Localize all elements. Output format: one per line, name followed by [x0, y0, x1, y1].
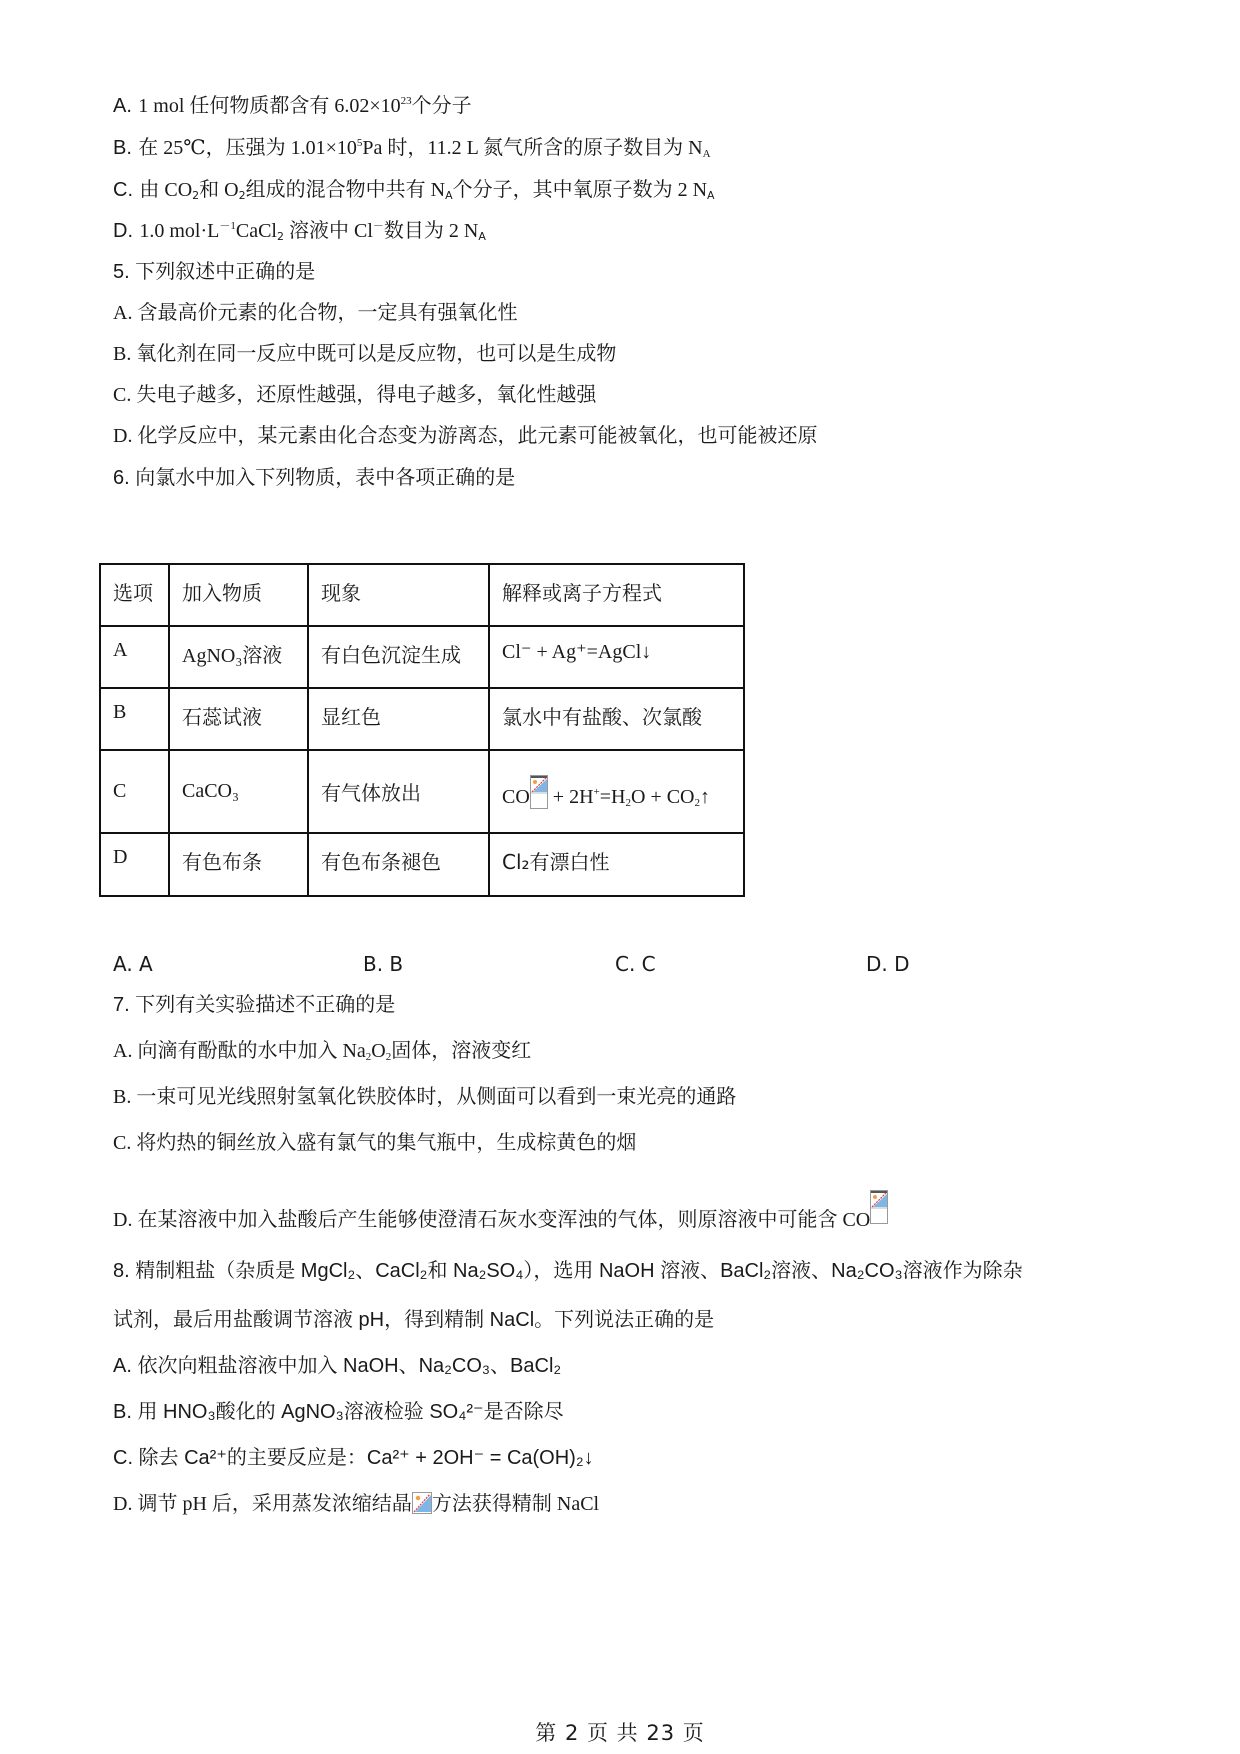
table-cell-explanation: CO + $2H^+=H_2O$ + $CO_2↑$ — [489, 750, 744, 833]
q8-stem-line1: 8. 精制粗盐（杂质是 MgCl₂、CaCl₂和 Na₂SO₄），选用 NaOH 溶液、BaCl₂溶液、Na₂CO₃溶液作为除杂 — [113, 1260, 1023, 1282]
option-text: 1.0 mol·L — [139, 220, 220, 242]
q5-stem: 5. 下列叙述中正确的是 — [113, 261, 316, 283]
q8-option-a: A. 依次向粗盐溶液中加入 NaOH、Na₂CO₃、BaCl₂ — [113, 1355, 562, 1377]
table-header: 选项 — [100, 564, 169, 626]
superscript: 23 — [400, 95, 412, 107]
option-text: 组成的混合物中共有 N — [245, 179, 446, 201]
table-cell-option: D — [100, 833, 169, 896]
table-row — [100, 833, 744, 896]
option-label: B. — [113, 137, 132, 159]
subscript: 2 — [192, 189, 200, 202]
option-text: 由 CO — [139, 179, 193, 201]
broken-image-icon — [412, 1492, 432, 1514]
option-text: 数目为 2 N — [383, 220, 479, 242]
q4-option-c — [113, 175, 715, 204]
table-header: 加入物质 — [169, 564, 308, 626]
option-text: D. 调节 pH 后，采用蒸发浓缩结晶 — [113, 1493, 412, 1515]
subscript: A — [702, 148, 711, 160]
q4-option-a — [113, 91, 472, 120]
option-text: 和 O — [199, 179, 239, 201]
q5-option-d: D. 化学反应中，某元素由化合态变为游离态，此元素可能被氧化，也可能被还原 — [113, 425, 818, 447]
table-header-row — [100, 564, 744, 626]
subscript: A — [707, 189, 715, 202]
q5-option-c: C. 失电子越多，还原性越强，得电子越多，氧化性越强 — [113, 384, 597, 406]
option-text: Pa 时，11.2 L 氮气所含的原子数目为 N — [362, 137, 703, 159]
table-cell-phenomenon: 有白色沉淀生成 — [308, 626, 489, 688]
choice-d: D. D — [866, 952, 910, 976]
superscript: 5 — [356, 137, 363, 149]
table-cell-explanation: 氯水中有盐酸、次氯酸 — [489, 688, 744, 750]
table-cell-substance: CaCO₃ — [169, 750, 308, 833]
q7-option-b: B. 一束可见光线照射氢氧化铁胶体时，从侧面可以看到一束光亮的通路 — [113, 1086, 737, 1108]
q4-option-b — [113, 133, 711, 162]
q7-stem: 7. 下列有关实验描述不正确的是 — [113, 994, 396, 1016]
option-text: O — [371, 1040, 386, 1062]
q5-option-a: A. 含最高价元素的化合物，一定具有强氧化性 — [113, 302, 518, 324]
option-text: D. 在某溶液中加入盐酸后产生能够使澄清石灰水变浑浊的气体，则原溶液中可能含 CO — [113, 1209, 871, 1231]
table-header: 解释或离子方程式 — [489, 564, 744, 626]
table-cell-phenomenon: 有色布条褪色 — [308, 833, 489, 896]
table-cell-option: A — [100, 626, 169, 688]
option-label: C. — [113, 179, 133, 201]
q7-option-c: C. 将灼热的铜丝放入盛有氯气的集气瓶中，生成棕黄色的烟 — [113, 1132, 637, 1154]
option-text: 固体，溶液变红 — [391, 1040, 532, 1062]
table-cell-substance: 有色布条 — [169, 833, 308, 896]
broken-image-icon — [870, 1190, 888, 1224]
subscript: A — [445, 189, 453, 202]
table-header: 现象 — [308, 564, 489, 626]
superscript: －1 — [219, 220, 236, 232]
table-cell-substance: AgNO₃溶液 — [169, 626, 308, 688]
choice-a: A. A — [113, 952, 153, 976]
superscript: － — [372, 219, 384, 232]
option-text: 在 25℃，压强为 1.01×10 — [138, 137, 357, 159]
table-row — [100, 750, 744, 833]
choice-c: C. C — [615, 952, 656, 976]
table-cell-explanation: Cl₂有漂白性 — [489, 833, 744, 896]
subscript: A — [478, 230, 486, 243]
q4-option-d — [113, 216, 486, 245]
option-text: 个分子 — [411, 93, 472, 117]
option-text: 1 mol 任何物质都含有 6.02×10 — [138, 95, 401, 117]
table-row — [100, 688, 744, 750]
subscript: 2 — [238, 189, 246, 202]
table-cell-phenomenon: 显红色 — [308, 688, 489, 750]
q6-stem: 6. 向氯水中加入下列物质，表中各项正确的是 — [113, 467, 516, 489]
option-text: CaCl — [235, 220, 277, 242]
choice-b: B. B — [363, 952, 404, 976]
subscript: 2 — [276, 230, 284, 243]
table-cell-substance: 石蕊试液 — [169, 688, 308, 750]
option-label: D. — [113, 220, 133, 242]
q8-option-c: C. 除去 Ca²⁺的主要反应是：Ca²⁺ + 2OH⁻ = Ca(OH)₂↓ — [113, 1447, 594, 1469]
q7-option-d — [113, 1190, 888, 1234]
table-row — [100, 626, 744, 688]
q8-option-b: B. 用 HNO₃酸化的 AgNO₃溶液检验 SO₄²⁻是否除尽 — [113, 1401, 564, 1423]
q5-option-b: B. 氧化剂在同一反应中既可以是反应物，也可以是生成物 — [113, 343, 617, 365]
table-cell-option: C — [100, 750, 169, 833]
option-label: A. — [113, 95, 132, 117]
table-cell-phenomenon: 有气体放出 — [308, 750, 489, 833]
option-text: 溶液中 Cl — [283, 220, 373, 242]
table-cell-explanation: Cl⁻ + Ag⁺=AgCl↓ — [489, 626, 744, 688]
subscript: 2 — [365, 1051, 372, 1063]
q6-table — [99, 563, 745, 897]
broken-image-icon — [530, 775, 548, 809]
q7-option-a — [113, 1037, 531, 1065]
table-cell-option: B — [100, 688, 169, 750]
page-footer: 第 2 页 共 23 页 — [535, 1721, 705, 1745]
option-text: 个分子，其中氧原子数为 2 N — [452, 179, 708, 201]
subscript: 2 — [385, 1051, 392, 1063]
option-text: 方法获得精制 NaCl — [431, 1493, 600, 1515]
q8-stem-line2: 试剂，最后用盐酸调节溶液 pH，得到精制 NaCl。下列说法正确的是 — [113, 1309, 715, 1331]
option-text: A. 向滴有酚酞的水中加入 Na — [113, 1040, 366, 1062]
q8-option-d — [113, 1490, 599, 1518]
